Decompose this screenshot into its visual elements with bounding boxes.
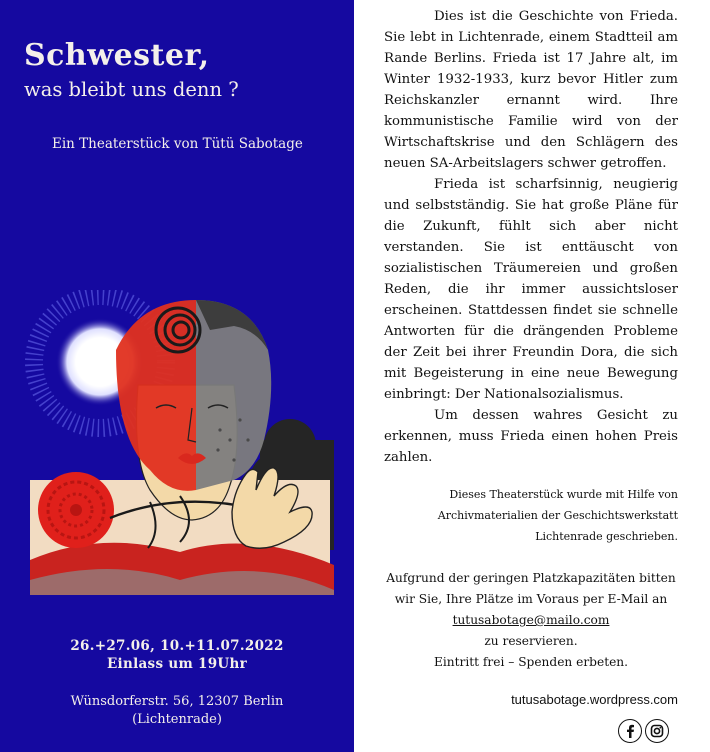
facebook-icon[interactable] xyxy=(618,719,642,743)
poster-dates: 26.+27.06, 10.+11.07.2022 xyxy=(70,638,284,654)
credit-line: Lichtenrade geschrieben. xyxy=(535,530,678,543)
notice-line: Aufgrund der geringen Platzkapazitäten bitten xyxy=(386,571,676,585)
credit-line: Archivmaterialien der Geschichtswerkstatt xyxy=(437,509,678,522)
notice-line: Eintritt frei – Spenden erbeten. xyxy=(433,655,629,669)
poster-address xyxy=(0,693,354,729)
social-links xyxy=(618,719,669,745)
story-paragraph-2: Frieda ist scharfsinnig, neugierig und selbstständig. Sie hat große Pläne für die Zukunft, fühlt sich aber nicht verstanden. Sie ist enttäuscht von sozialistischen Träumereien und großen Reden, die ihr immer aussichtsloser erscheinen. Stattdessen findet sie schnelle Antworten für die drängenden Probleme der Zeit bei ihrer Freundin Dora, die sich mit Begeisterung in eine neue Bewegung einbringt: Der Nationalsozialismus. xyxy=(384,177,678,402)
address-district: (Lichtenrade) xyxy=(132,712,222,727)
credit-note xyxy=(420,484,678,547)
reservation-notice xyxy=(378,568,684,673)
story-paragraph-3: Um dessen wahres Gesicht zu erkennen, muss Frieda einen hohen Preis zahlen. xyxy=(384,408,678,465)
story-text xyxy=(384,6,678,468)
address-street: Wünsdorferstr. 56, 12307 Berlin xyxy=(70,694,284,709)
poster-entry-time: Einlass um 19Uhr xyxy=(106,656,248,672)
poster-subtitle: was bleibt uns denn ? xyxy=(24,78,239,101)
notice-line: wir Sie, Ihre Plätze im Voraus per E-Mail an xyxy=(394,592,668,606)
poster-panel xyxy=(0,0,354,752)
email-link[interactable]: tutusabotage@mailo.com xyxy=(452,613,610,627)
website-link[interactable]: tutusabotage.wordpress.com xyxy=(511,692,678,707)
notice-line: zu reservieren. xyxy=(484,634,578,648)
instagram-icon[interactable] xyxy=(645,719,669,743)
credit-line: Dieses Theaterstück wurde mit Hilfe von xyxy=(449,488,678,501)
poster-byline: Ein Theaterstück von Tütü Sabotage xyxy=(52,136,303,152)
poster-illustration xyxy=(20,290,334,595)
poster-title: Schwester, xyxy=(24,38,210,73)
red-flower xyxy=(38,472,114,548)
story-paragraph-1: Dies ist die Geschichte von Frieda. Sie lebt in Lichtenrade, einem Stadtteil am Rande Berlins. Frieda ist 17 Jahre alt, im Winter 1932-1933, kurz bevor Hitler zum Reichskanzler ernannt wird. Ihre kommunistische Familie wird von der Wirtschaftskrise und den Schlägern des neuen SA-Arbeitslagers schwer getroffen. xyxy=(384,9,678,171)
